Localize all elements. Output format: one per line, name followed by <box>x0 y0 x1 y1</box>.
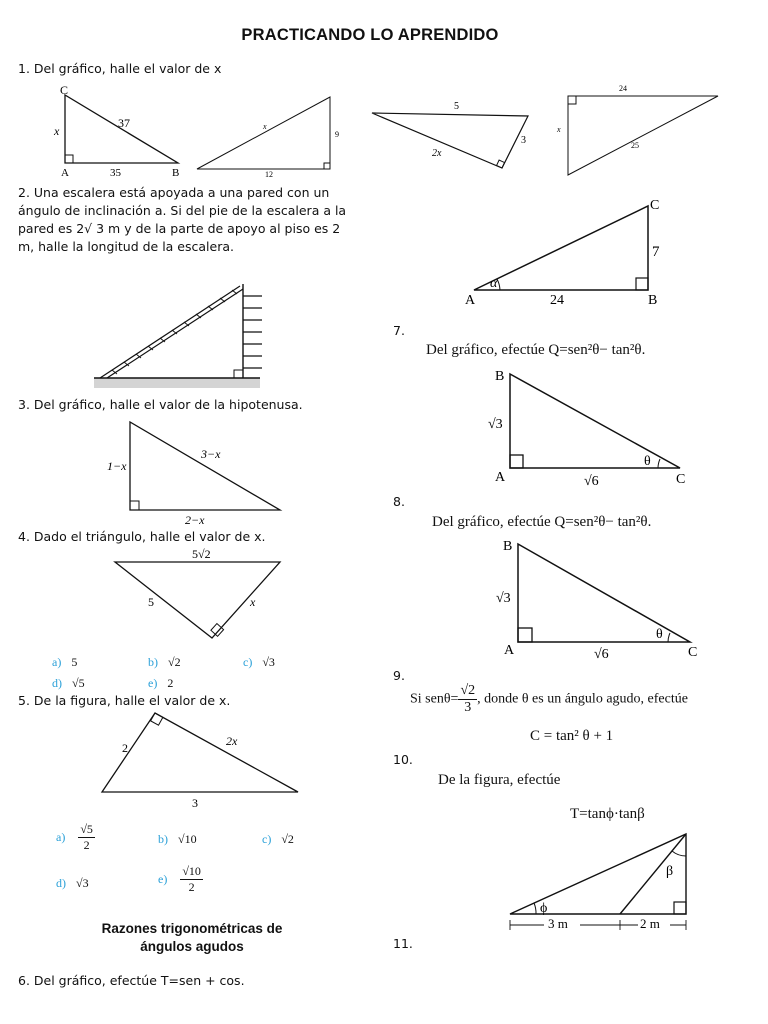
question-8-text: Del gráfico, efectúe Q=sen²θ− tan²θ. <box>432 514 652 530</box>
label-base: 3 <box>192 796 198 810</box>
q1-figure-d <box>555 80 725 180</box>
label-base: √6 <box>594 647 609 662</box>
label-base: √6 <box>584 474 599 489</box>
label-alpha: α <box>490 276 498 291</box>
question-9-text: Si senθ= $\frac{√2}{3}$ , donde θ es un ángulo agudo, efectúe <box>410 683 688 715</box>
label-right: 3 <box>521 135 526 146</box>
q5-option-d[interactable]: d) √3 <box>56 876 89 890</box>
label-theta: θ <box>656 627 663 642</box>
q2-ladder-figure <box>90 280 270 390</box>
q5-figure <box>100 710 310 810</box>
label-m2: 2 m <box>640 916 660 931</box>
label-left: 1−x <box>107 459 127 473</box>
label-base: 24 <box>550 293 564 308</box>
q4-figure <box>110 546 290 642</box>
label-base: 12 <box>265 170 273 179</box>
q6-figure <box>462 196 682 308</box>
label-left: 2 <box>122 741 128 755</box>
q4-option-c[interactable]: c) √3 <box>243 655 275 669</box>
label-b: B <box>495 369 505 384</box>
label-left: 5 <box>148 595 154 609</box>
label-m1: 3 m <box>548 916 568 931</box>
question-10-formula: T=tanϕ·tanβ <box>570 806 645 822</box>
q4-option-b[interactable]: b) √2 <box>148 655 181 669</box>
label-x: x <box>54 124 60 138</box>
label-phi: ϕ <box>540 901 548 916</box>
q1-figure-a <box>50 85 190 180</box>
question-10-text: De la figura, efectúe <box>438 772 561 788</box>
page-title: PRACTICANDO LO APRENDIDO <box>241 26 499 44</box>
label-c: C <box>650 198 660 213</box>
question-2-text: 2. Una escalera está apoyada a una pared con un ángulo de inclinación a. Si del pie de la escalera a la pared es 2√ 3 m y de la parte de apoyo al piso es 2 m, halle la longitud de la escalera. <box>18 185 347 254</box>
q5-option-e[interactable]: e) $\frac{√10}{2}$ <box>158 864 201 894</box>
question-11-number: 11. <box>393 936 413 951</box>
q8-figure <box>496 536 710 664</box>
label-b: B <box>503 539 513 554</box>
question-7-text: Del gráfico, efectúe Q=sen²θ− tan²θ. <box>426 342 646 358</box>
label-base: 35 <box>110 167 121 179</box>
label-side: √3 <box>488 417 503 432</box>
label-c: C <box>60 83 69 97</box>
label-side: √3 <box>496 591 511 606</box>
label-a: A <box>504 643 515 658</box>
label-a: A <box>495 470 506 485</box>
question-8-number: 8. <box>393 494 405 509</box>
label-top: 24 <box>619 84 627 93</box>
question-10-number: 10. <box>393 752 413 767</box>
label-base: 2−x <box>185 513 205 527</box>
question-3-text: 3. Del gráfico, halle el valor de la hipotenusa. <box>18 397 303 412</box>
question-6-text: 6. Del gráfico, efectúe T=sen + cos. <box>18 973 245 988</box>
label-left: x <box>557 125 561 134</box>
q7-figure <box>488 366 698 490</box>
q1-figure-c <box>370 98 540 173</box>
label-theta: θ <box>644 454 651 469</box>
q5-option-c[interactable]: c) √2 <box>262 832 294 846</box>
question-9-number: 9. <box>393 668 405 683</box>
question-9-formula: C = tan² θ + 1 <box>530 728 614 744</box>
question-7-number: 7. <box>393 323 405 338</box>
question-4-text: 4. Dado el triángulo, halle el valor de x. <box>18 529 266 544</box>
label-b: B <box>648 293 658 308</box>
q5-option-b[interactable]: b) √10 <box>158 832 197 846</box>
label-bottom: 2x <box>432 148 442 159</box>
label-c: C <box>688 645 698 660</box>
label-top: 5 <box>454 101 459 112</box>
label-x: x <box>263 122 267 131</box>
label-hyp: 37 <box>118 116 130 130</box>
q10-figure <box>506 828 696 936</box>
label-hyp: 3−x <box>201 447 221 461</box>
label-side: 7 <box>652 244 660 260</box>
label-beta: β <box>666 864 674 879</box>
q4-option-e[interactable]: e) 2 <box>148 676 174 690</box>
question-1-text: 1. Del gráfico, halle el valor de x <box>18 61 222 76</box>
label-side: 9 <box>335 130 339 139</box>
label-top: 5√2 <box>192 547 211 561</box>
label-a: A <box>61 167 69 179</box>
question-5-text: 5. De la figura, halle el valor de x. <box>18 693 231 708</box>
q3-figure <box>105 418 305 528</box>
label-a: A <box>465 293 476 308</box>
label-c: C <box>676 472 686 487</box>
label-b: B <box>172 167 180 179</box>
section-subtitle: Razones trigonométricas de ángulos agudos <box>101 921 283 954</box>
q4-option-a[interactable]: a) 5 <box>52 655 78 669</box>
label-right: 2x <box>226 734 238 748</box>
q5-option-a[interactable]: a) $\frac{√5}{2}$ <box>56 822 93 852</box>
label-hyp: 25 <box>631 141 639 150</box>
label-right: x <box>250 595 256 609</box>
q1-figure-b <box>195 95 355 180</box>
q4-option-d[interactable]: d) √5 <box>52 676 85 690</box>
